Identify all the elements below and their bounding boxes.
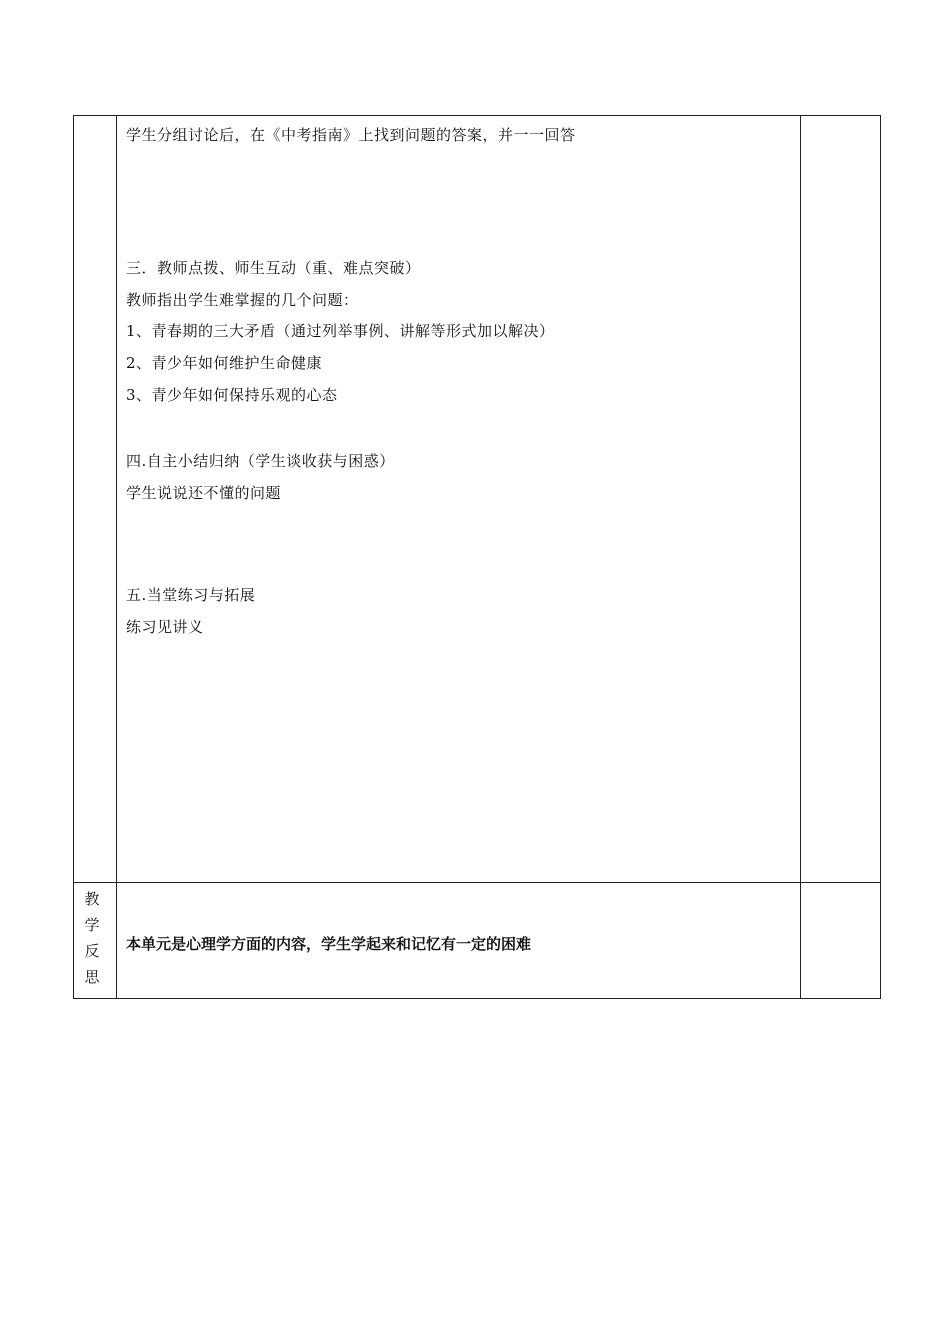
reflection-label-char: 学	[84, 916, 100, 934]
list-item-1: 1、青春期的三大矛盾（通过列举事例、讲解等形式加以解决）	[126, 322, 555, 340]
section-heading-3: 三．教师点拨、师生互动（重、难点突破）	[126, 259, 421, 277]
reflection-label-char: 反	[84, 942, 100, 960]
list-item-3: 3、青少年如何保持乐观的心态	[126, 386, 338, 404]
reflection-label-char: 教	[84, 890, 100, 908]
section-heading-5: 五.当堂练习与拓展	[126, 586, 256, 604]
text-line-questions: 学生说说还不懂的问题	[126, 484, 282, 502]
text-line-discussion: 学生分组讨论后，在《中考指南》上找到问题的答案，并一一回答	[126, 126, 576, 144]
list-item-2: 2、青少年如何维护生命健康	[126, 354, 323, 372]
column-divider	[800, 882, 801, 999]
column-divider	[800, 115, 801, 883]
column-divider	[116, 882, 117, 999]
reflection-label	[80, 886, 104, 990]
reflection-label-char: 思	[84, 968, 100, 986]
column-divider	[116, 115, 117, 883]
reflection-text: 本单元是心理学方面的内容，学生学起来和记忆有一定的困难	[126, 935, 532, 953]
text-line-exercise: 练习见讲义	[126, 618, 204, 636]
section-heading-4: 四.自主小结归纳（学生谈收获与困惑）	[126, 452, 395, 470]
text-line-intro: 教师指出学生难掌握的几个问题：	[126, 291, 359, 309]
